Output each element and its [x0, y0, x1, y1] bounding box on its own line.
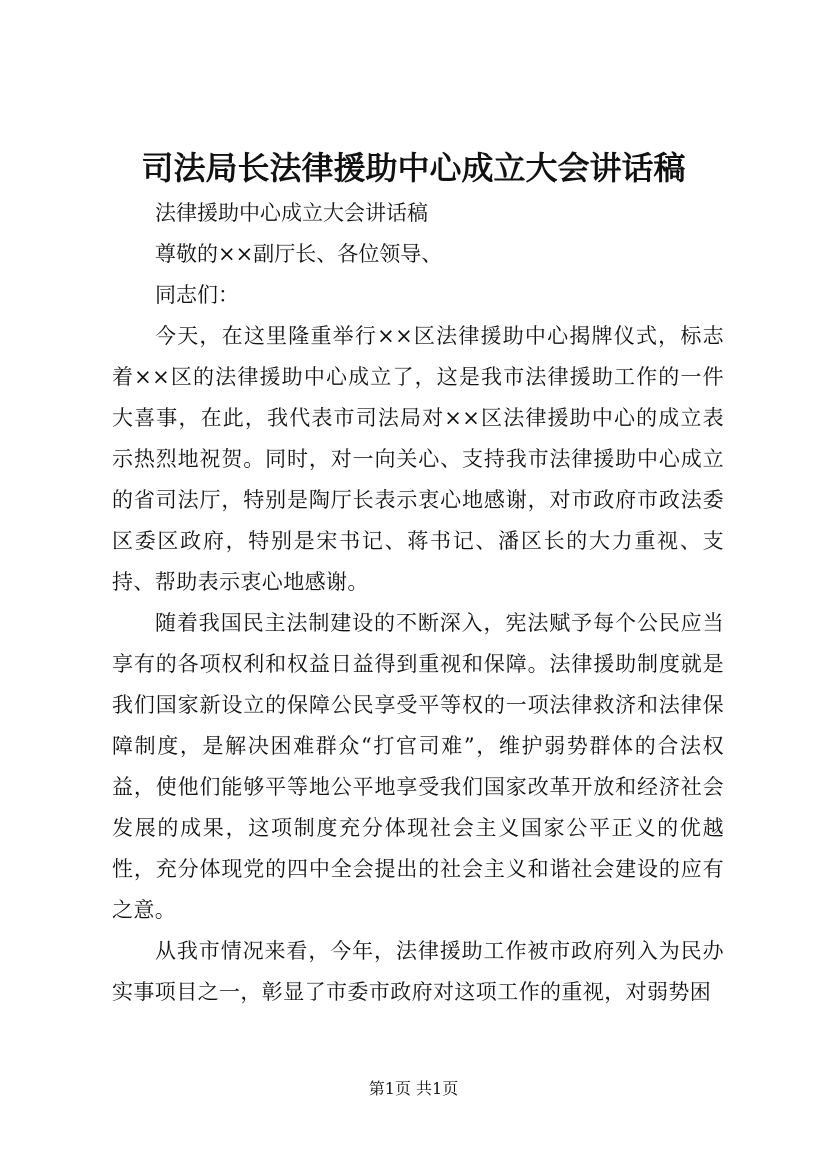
body-paragraph: 今天，在这里隆重举行××区法律援助中心揭牌仪式，标志着××区的法律援助中心成立了，这是我市法律援助工作的一件大喜事，在此，我代表市司法局对××区法律援助中心的成立表示热烈地祝贺。同时，对一向关心、支持我市法律援助中心成立的省司法厅，特别是陶厅长表示衷心地感谢，对市政府市政法委区委区政府，特别是宋书记、蒋书记、潘区长的大力重视、支持、帮助表示衷心地感谢。 [112, 324, 724, 594]
page-footer: 第1页 共1页 [368, 1079, 459, 1098]
body-paragraph: 从我市情况来看，今年，法律援助工作被市政府列入为民办实事项目之一，彰显了市委市政府对这项工作的重视，对弱势困 [112, 939, 724, 1004]
document-title: 司法局长法律援助中心成立大会讲话稿 [141, 149, 686, 187]
salutation-line: 尊敬的××副厅长、各位领导、 [155, 242, 443, 266]
subtitle-line: 法律援助中心成立大会讲话稿 [155, 201, 428, 225]
salutation-line: 同志们： [155, 283, 239, 307]
body-paragraph: 随着我国民主法制建设的不断深入，宪法赋予每个公民应当享有的各项权利和权益日益得到重视和保障。法律援助制度就是我们国家新设立的保障公民享受平等权的一项法律救济和法律保障制度，是解决困难群众“打官司难”，维护弱势群体的合法权益，使他们能够平等地公平地享受我们国家改革开放和经济社会发展的成果，这项制度充分体现社会主义国家公平正义的优越性，充分体现党的四中全会提出的社会主义和谐社会建设的应有之意。 [112, 611, 724, 922]
document-body [112, 193, 724, 1013]
